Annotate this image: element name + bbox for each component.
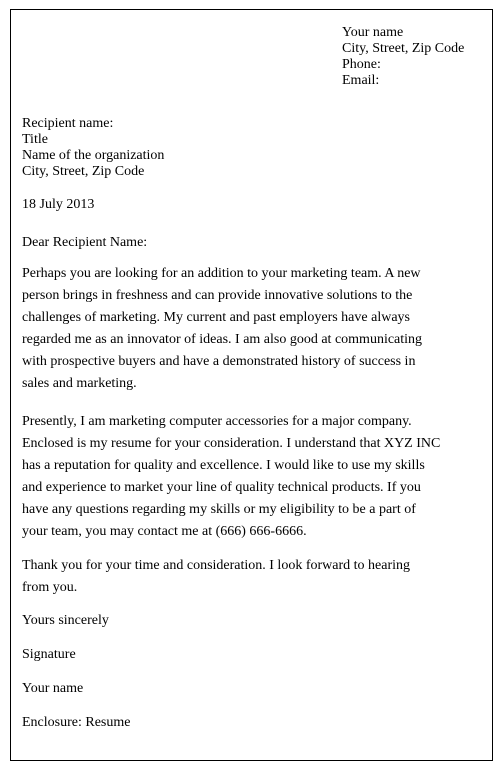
paragraph-line: Presently, I am marketing computer accessories for a major company. xyxy=(22,414,412,429)
recipient-organization: Name of the organization xyxy=(22,148,165,163)
paragraph-line: from you. xyxy=(22,580,78,595)
sender-phone: Phone: xyxy=(342,57,381,72)
paragraph-line: person brings in freshness and can provide innovative solutions to the xyxy=(22,288,413,303)
body-paragraph-1 xyxy=(22,263,482,395)
letter-date: 18 July 2013 xyxy=(22,197,95,212)
sender-address: City, Street, Zip Code xyxy=(342,41,465,56)
enclosure-note: Enclosure: Resume xyxy=(22,715,131,730)
paragraph-line: Thank you for your time and consideration. I look forward to hearing xyxy=(22,558,411,573)
sender-name: Your name xyxy=(342,25,404,40)
paragraph-line: has a reputation for quality and excellence. I would like to use my skills xyxy=(22,458,425,473)
paragraph-line: your team, you may contact me at (666) 666-6666. xyxy=(22,524,307,539)
signature: Signature xyxy=(22,647,76,662)
body-paragraph-3 xyxy=(22,555,482,599)
sender-block xyxy=(342,25,464,89)
paragraph-line: challenges of marketing. My current and past employers have always xyxy=(22,310,410,325)
recipient-name: Recipient name: xyxy=(22,116,114,131)
sender-email: Email: xyxy=(342,73,380,88)
recipient-block xyxy=(22,116,164,180)
recipient-address: City, Street, Zip Code xyxy=(22,164,145,179)
paragraph-line: Perhaps you are looking for an addition to your marketing team. A new xyxy=(22,266,421,281)
letter-page xyxy=(10,9,493,761)
closing: Yours sincerely xyxy=(22,613,109,628)
body-paragraph-2 xyxy=(22,411,482,543)
paragraph-line: regarded me as an innovator of ideas. I am also good at communicating xyxy=(22,332,423,347)
paragraph-line: with prospective buyers and have a demonstrated history of success in xyxy=(22,354,416,369)
paragraph-line: and experience to market your line of quality technical products. If you xyxy=(22,480,421,495)
salutation: Dear Recipient Name: xyxy=(22,235,148,250)
recipient-title: Title xyxy=(22,132,48,147)
paragraph-line: have any questions regarding my skills or my eligibility to be a part of xyxy=(22,502,416,517)
paragraph-line: sales and marketing. xyxy=(22,376,137,391)
closing-name: Your name xyxy=(22,681,84,696)
paragraph-line: Enclosed is my resume for your consideration. I understand that XYZ INC xyxy=(22,436,441,451)
